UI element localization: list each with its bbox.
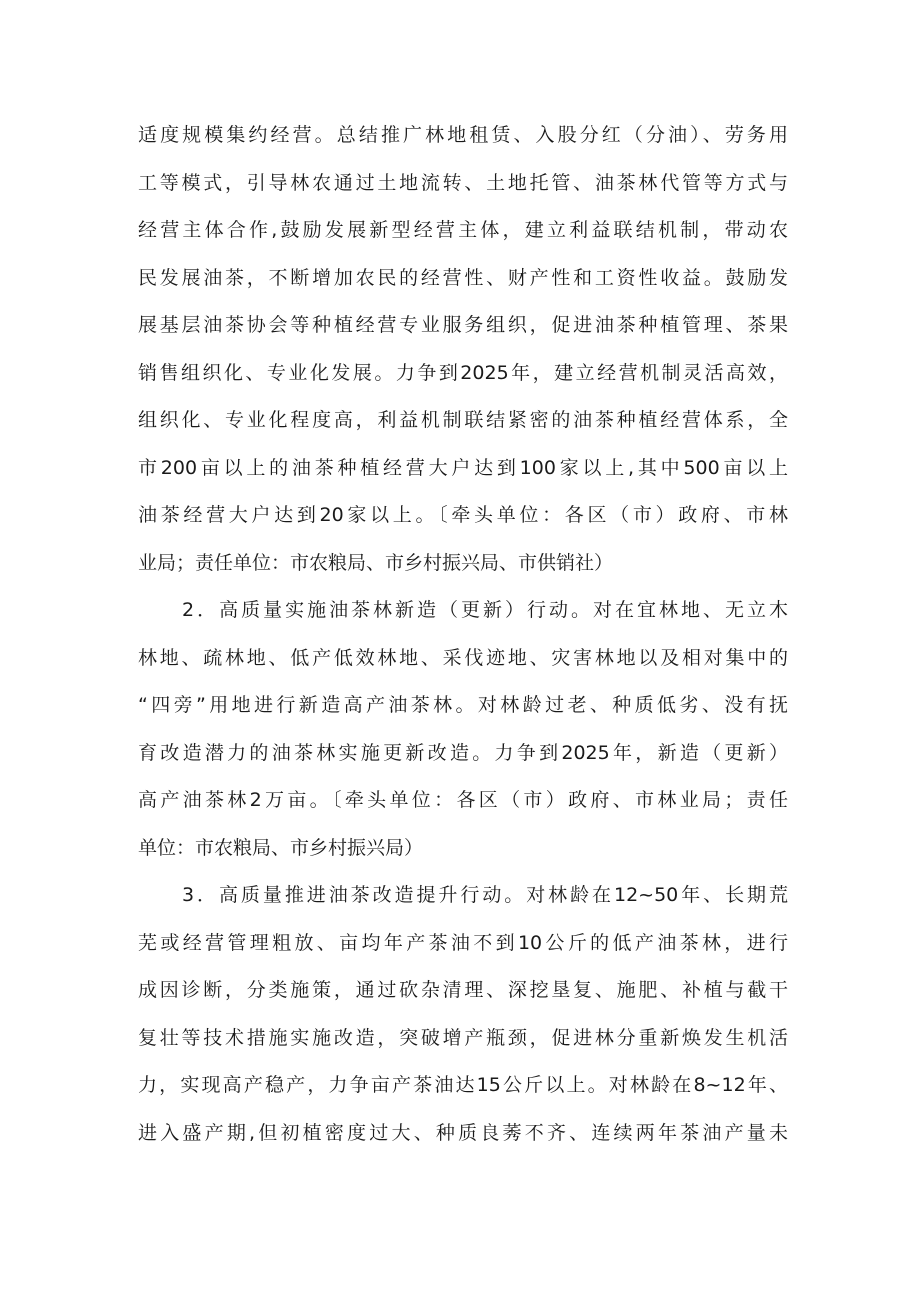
text-line: 市200亩以上的油茶种植经营大户达到100家以上,其中500亩以上 (138, 456, 788, 479)
paragraph-heading-line: 2．高质量实施油茶林新造（更新）行动。对在宜林地、无立木 (182, 599, 788, 621)
text-line: 单位：市农粮局、市乡村振兴局） (138, 836, 424, 859)
body-text (138, 112, 788, 1157)
text-line: 进入盛产期,但初植密度过大、种质良莠不齐、连续两年茶油产量未 (138, 1121, 788, 1144)
text-line: 高产油茶林2万亩。〔牵头单位：各区（市）政府、市林业局；责任 (138, 789, 788, 811)
text-line: 芜或经营管理粗放、亩均年产茶油不到10公斤的低产油茶林，进行 (138, 931, 788, 954)
text-line: 工等模式，引导林农通过土地流转、土地托管、油茶林代管等方式与 (138, 171, 788, 194)
text-line: 成因诊断，分类施策，通过砍杂清理、深挖垦复、施肥、补植与截干 (138, 979, 788, 1001)
text-line: 展基层油茶协会等种植经营专业服务组织，促进油茶种植管理、茶果 (138, 314, 788, 336)
text-line: 业局；责任单位：市农粮局、市乡村振兴局、市供销社） (138, 551, 614, 574)
text-line: 适度规模集约经营。总结推广林地租赁、入股分红（分油）、劳务用 (138, 124, 788, 146)
text-line: 民发展油茶，不断增加农民的经营性、财产性和工资性收益。鼓励发 (138, 266, 788, 289)
text-line: 育改造潜力的油茶林实施更新改造。力争到2025年，新造（更新） (138, 741, 788, 764)
text-line: 油茶经营大户达到20家以上。〔牵头单位：各区（市）政府、市林 (138, 504, 788, 526)
paragraph-heading-line: 3．高质量推进油茶改造提升行动。对林龄在12~50年、长期荒 (182, 884, 788, 906)
text-line: 销售组织化、专业化发展。力争到2025年，建立经营机制灵活高效， (138, 361, 788, 384)
text-line: 林地、疏林地、低产低效林地、采伐迹地、灾害林地以及相对集中的 (138, 646, 788, 669)
text-line: 组织化、专业化程度高，利益机制联结紧密的油茶种植经营体系，全 (138, 409, 788, 431)
text-line: 力，实现高产稳产，力争亩产茶油达15公斤以上。对林龄在8~12年、 (138, 1074, 788, 1096)
text-line: 经营主体合作,鼓励发展新型经营主体，建立利益联结机制，带动农 (138, 219, 788, 241)
text-line: 复壮等技术措施实施改造，突破增产瓶颈，促进林分重新焕发生机活 (138, 1026, 788, 1049)
text-line: “四旁”用地进行新造高产油茶林。对林龄过老、种质低劣、没有抚 (138, 694, 788, 716)
